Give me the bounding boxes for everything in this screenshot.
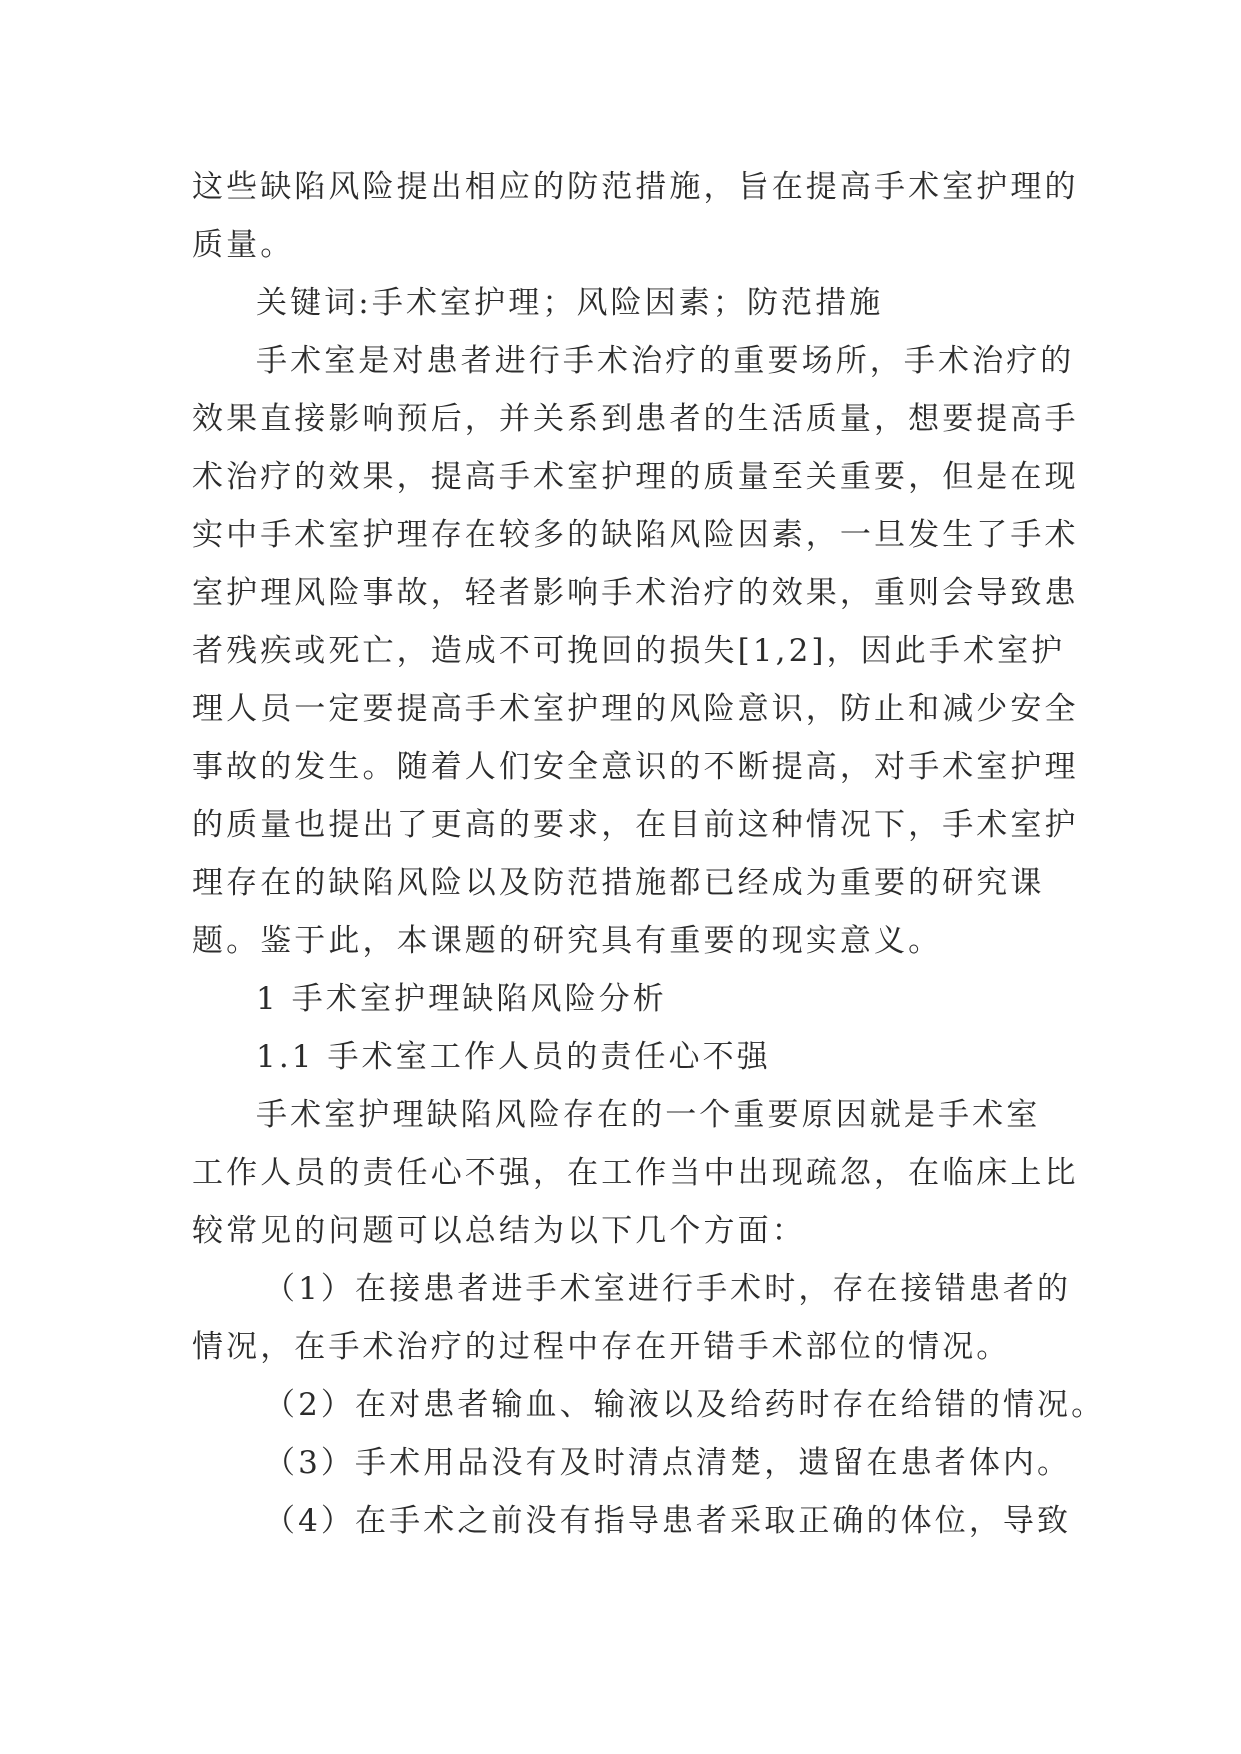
text-line: 题。鉴于此，本课题的研究具有重要的现实意义。 (192, 923, 943, 959)
list-item: （4）在手术之前没有指导患者采取正确的体位，导致 (264, 1503, 1072, 1539)
subsection-heading: 1.1 手术室工作人员的责任心不强 (256, 1039, 771, 1075)
text-line: 效果直接影响预后，并关系到患者的生活质量，想要提高手 (192, 401, 1079, 437)
text-line: 理人员一定要提高手术室护理的风险意识，防止和减少安全 (192, 691, 1079, 727)
list-item: （2）在对患者输血、输液以及给药时存在给错的情况。 (264, 1387, 1106, 1423)
text-line: 质量。 (192, 227, 295, 263)
text-line: 者残疾或死亡，造成不可挽回的损失[1,2]，因此手术室护 (192, 633, 1066, 669)
text-line: 室护理风险事故，轻者影响手术治疗的效果，重则会导致患 (192, 575, 1079, 611)
text-line: 手术室是对患者进行手术治疗的重要场所，手术治疗的 (256, 343, 1075, 379)
text-line: 理存在的缺陷风险以及防范措施都已经成为重要的研究课 (192, 865, 1045, 901)
text-line: 情况，在手术治疗的过程中存在开错手术部位的情况。 (192, 1329, 1011, 1365)
text-line: 事故的发生。随着人们安全意识的不断提高，对手术室护理 (192, 749, 1079, 785)
section-heading: 1 手术室护理缺陷风险分析 (256, 981, 667, 1017)
text-line: 工作人员的责任心不强，在工作当中出现疏忽，在临床上比 (192, 1155, 1079, 1191)
text-line: 术治疗的效果，提高手术室护理的质量至关重要，但是在现 (192, 459, 1079, 495)
text-line: 的质量也提出了更高的要求，在目前这种情况下，手术室护 (192, 807, 1079, 843)
text-line: 较常见的问题可以总结为以下几个方面： (192, 1213, 806, 1249)
body-text (192, 158, 1106, 1550)
list-item: （3）手术用品没有及时清点清楚，遗留在患者体内。 (264, 1445, 1072, 1481)
list-item: （1）在接患者进手术室进行手术时，存在接错患者的 (264, 1271, 1072, 1307)
keywords-line: 关键词:手术室护理；风险因素；防范措施 (256, 285, 884, 321)
text-line: 手术室护理缺陷风险存在的一个重要原因就是手术室 (256, 1097, 1041, 1133)
text-line: 实中手术室护理存在较多的缺陷风险因素，一旦发生了手术 (192, 517, 1079, 553)
text-line: 这些缺陷风险提出相应的防范措施，旨在提高手术室护理的 (192, 169, 1079, 205)
